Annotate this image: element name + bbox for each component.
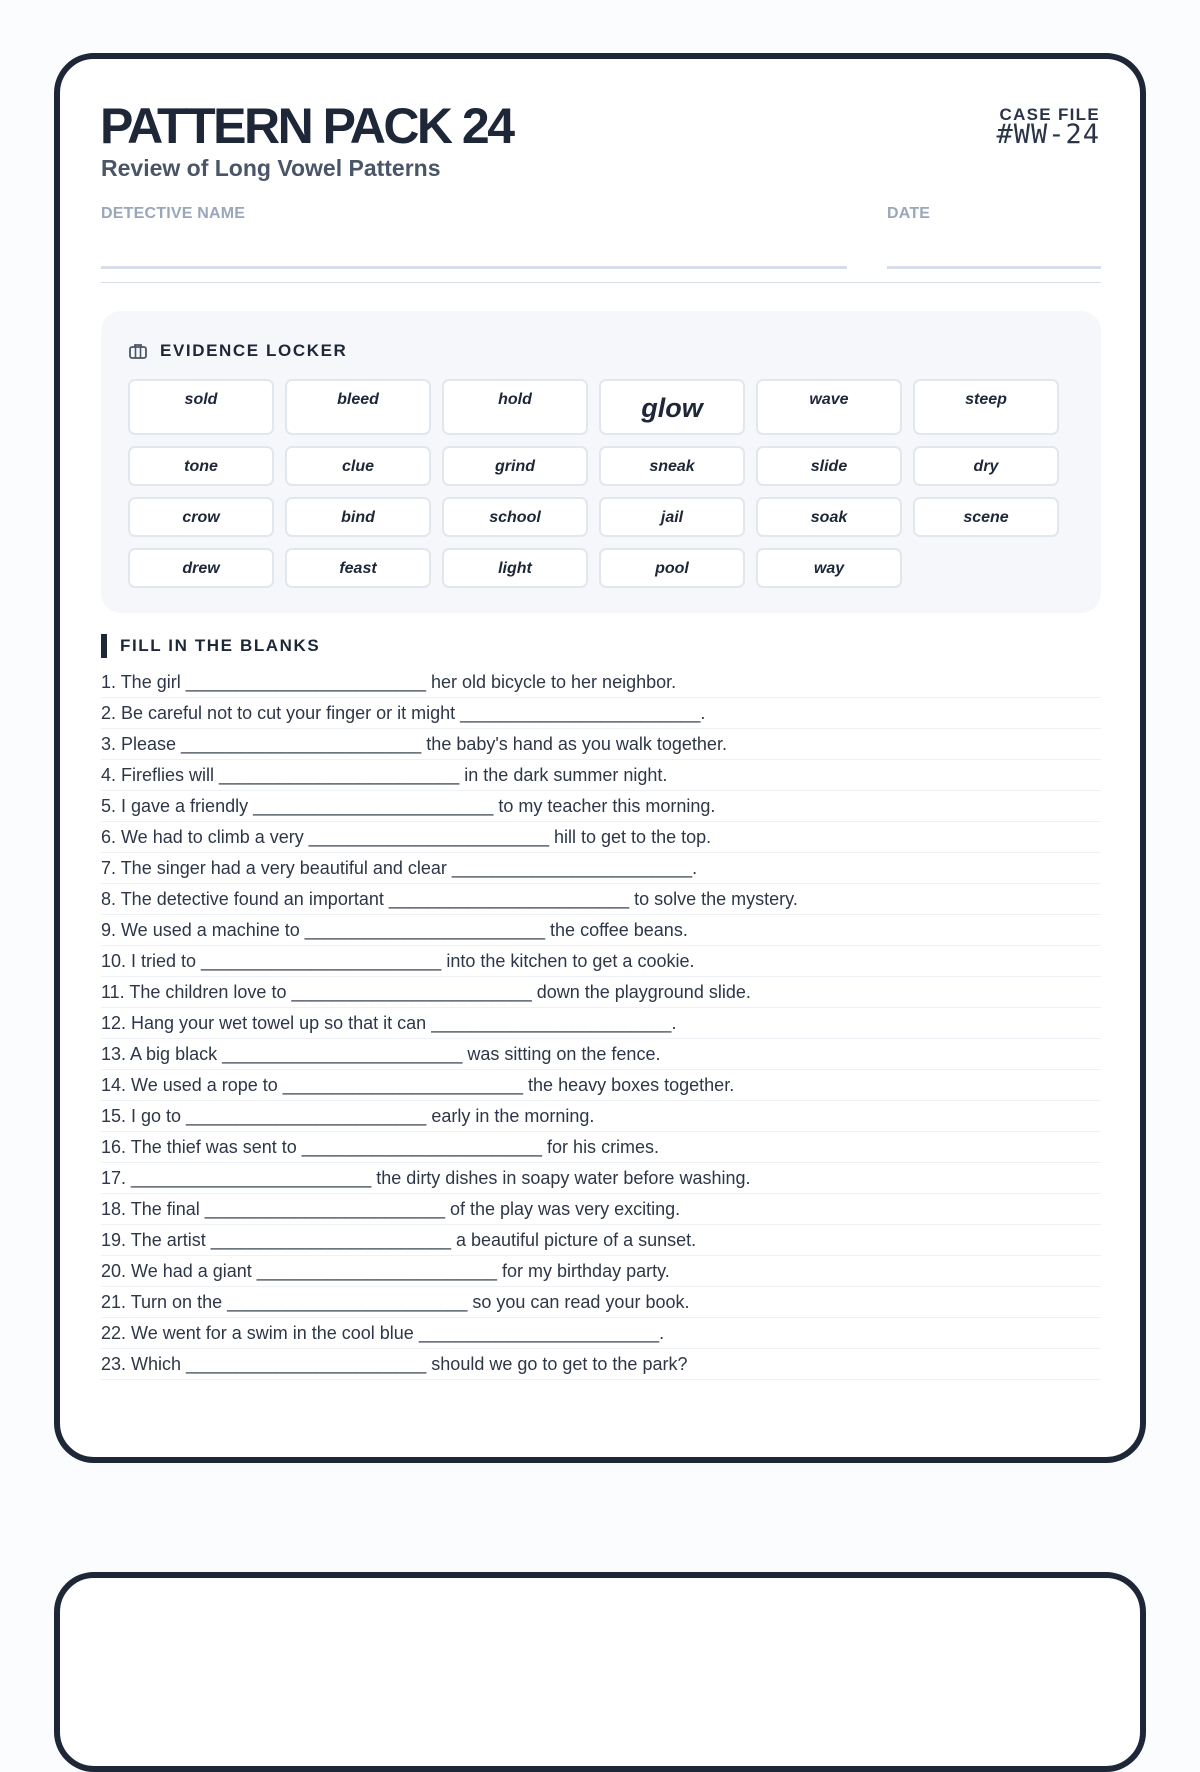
sentence-item: 14. We used a rope to ________________________ the heavy boxes together. (101, 1070, 1101, 1101)
word-chip: crow (128, 497, 274, 537)
word-chip: light (442, 548, 588, 588)
sentence-item: 9. We used a machine to ________________________ the coffee beans. (101, 915, 1101, 946)
sentence-item: 3. Please ________________________ the baby's hand as you walk together. (101, 729, 1101, 760)
evidence-locker (101, 311, 1101, 613)
date-label: DATE (887, 205, 931, 222)
sentence-item: 13. A big black ________________________ was sitting on the fence. (101, 1039, 1101, 1070)
word-chip: clue (285, 446, 431, 486)
date-field[interactable] (887, 266, 1101, 269)
sentence-item: 16. The thief was sent to ________________________ for his crimes. (101, 1132, 1101, 1163)
word-chip: pool (599, 548, 745, 588)
word-chip: bleed (285, 379, 431, 435)
word-chip: soak (756, 497, 902, 537)
sentence-item: 12. Hang your wet towel up so that it can ________________________. (101, 1008, 1101, 1039)
word-bank (128, 379, 1059, 588)
sentence-item: 7. The singer had a very beautiful and clear ________________________. (101, 853, 1101, 884)
word-chip: scene (913, 497, 1059, 537)
word-chip: bind (285, 497, 431, 537)
sentence-item: 10. I tried to ________________________ into the kitchen to get a cookie. (101, 946, 1101, 977)
evidence-locker-title: EVIDENCE LOCKER (160, 341, 348, 360)
word-chip: steep (913, 379, 1059, 435)
next-worksheet-card (54, 1572, 1146, 1772)
word-chip: wave (756, 379, 902, 435)
case-file-label: CASE FILE (999, 105, 1100, 124)
sentence-item: 8. The detective found an important ________________________ to solve the mystery. (101, 884, 1101, 915)
fill-in-the-blanks-heading: FILL IN THE BLANKS (101, 634, 320, 658)
word-chip: jail (599, 497, 745, 537)
sentence-item: 1. The girl ________________________ her old bicycle to her neighbor. (101, 667, 1101, 698)
word-chip: hold (442, 379, 588, 435)
sentence-item: 20. We had a giant ________________________ for my birthday party. (101, 1256, 1101, 1287)
sentence-item: 4. Fireflies will ________________________ in the dark summer night. (101, 760, 1101, 791)
word-chip: sneak (599, 446, 745, 486)
header-divider (101, 282, 1101, 283)
page-subtitle: Review of Long Vowel Patterns (101, 155, 441, 181)
word-chip: slide (756, 446, 902, 486)
sentence-item: 18. The final ________________________ of the play was very exciting. (101, 1194, 1101, 1225)
evidence-locker-header (128, 341, 347, 361)
word-chip: drew (128, 548, 274, 588)
sentence-item: 17. ________________________ the dirty dishes in soapy water before washing. (101, 1163, 1101, 1194)
word-chip: tone (128, 446, 274, 486)
sentence-item: 5. I gave a friendly ________________________ to my teacher this morning. (101, 791, 1101, 822)
word-chip: school (442, 497, 588, 537)
word-chip: feast (285, 548, 431, 588)
briefcase-icon (128, 341, 148, 361)
case-file-id: #WW-24 (996, 119, 1100, 150)
word-chip: dry (913, 446, 1059, 486)
sentence-item: 6. We had to climb a very ________________________ hill to get to the top. (101, 822, 1101, 853)
page-title: PATTERN PACK 24 (100, 98, 513, 154)
word-chip: way (756, 548, 902, 588)
sentence-item: 15. I go to ________________________ early in the morning. (101, 1101, 1101, 1132)
sentence-item: 19. The artist ________________________ a beautiful picture of a sunset. (101, 1225, 1101, 1256)
detective-name-label: DETECTIVE NAME (101, 205, 246, 222)
sentence-list (101, 667, 1101, 1380)
detective-name-field[interactable] (101, 266, 847, 269)
word-chip: grind (442, 446, 588, 486)
worksheet-card (54, 53, 1146, 1463)
sentence-item: 21. Turn on the ________________________ so you can read your book. (101, 1287, 1101, 1318)
word-chip: sold (128, 379, 274, 435)
sentence-item: 11. The children love to ________________________ down the playground slide. (101, 977, 1101, 1008)
word-chip: glow (599, 379, 745, 435)
sentence-item: 23. Which ________________________ should we go to get to the park? (101, 1349, 1101, 1380)
sentence-item: 22. We went for a swim in the cool blue ________________________. (101, 1318, 1101, 1349)
sentence-item: 2. Be careful not to cut your finger or it might ________________________. (101, 698, 1101, 729)
